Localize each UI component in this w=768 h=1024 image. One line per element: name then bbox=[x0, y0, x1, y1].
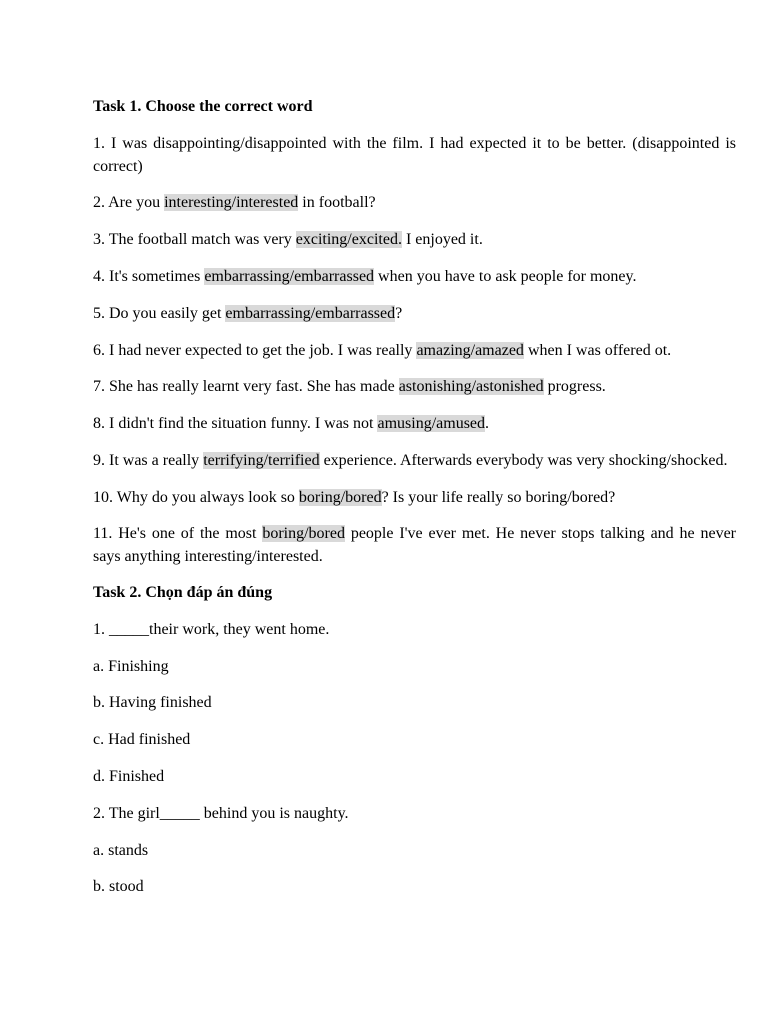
item-text: when I was offered ot. bbox=[523, 342, 672, 359]
task2-q2-option-a: a. stands bbox=[93, 842, 149, 859]
item-text: progress. bbox=[543, 378, 606, 395]
task2-q1-option-c: c. Had finished bbox=[93, 731, 191, 748]
item-text: 1. I was disappointing/disappointed with the film. I had expected it to be better. (disappointed is correct) bbox=[93, 135, 736, 175]
item-text: 5. Do you easily get bbox=[93, 305, 226, 322]
item-text: people I've ever met. He never stops talking and he never says anything interesting/interested. bbox=[93, 525, 736, 565]
highlighted-choice: terrifying/terrified bbox=[203, 452, 320, 469]
item-text: 6. I had never expected to get the job. I was really bbox=[93, 342, 417, 359]
item-text: 8. I didn't find the situation funny. I was not bbox=[93, 415, 378, 432]
item-text: experience. Afterwards everybody was very shocking/shocked. bbox=[319, 452, 728, 469]
task1-item-8 bbox=[93, 412, 736, 435]
item-text: 11. He's one of the most bbox=[93, 525, 263, 542]
item-text: ? bbox=[395, 305, 403, 322]
task2-question-1: 1. _____their work, they went home. bbox=[93, 621, 330, 638]
task1-item-9 bbox=[93, 449, 736, 472]
highlighted-choice: boring/bored bbox=[262, 525, 345, 542]
task2-q1-option-a: a. Finishing bbox=[93, 658, 169, 675]
item-text: . bbox=[485, 415, 490, 432]
highlighted-choice: amazing/amazed bbox=[416, 342, 524, 359]
highlighted-choice: embarrassing/embarrassed bbox=[204, 268, 375, 285]
item-text: 10. Why do you always look so bbox=[93, 489, 299, 506]
highlighted-choice: embarrassing/embarrassed bbox=[225, 305, 396, 322]
task1-heading: Task 1. Choose the correct word bbox=[93, 98, 313, 115]
item-text: 2. Are you bbox=[93, 194, 165, 211]
task1-item-4 bbox=[93, 265, 736, 288]
item-text: in football? bbox=[298, 194, 376, 211]
task2-q1-option-b: b. Having finished bbox=[93, 694, 212, 711]
highlighted-choice: exciting/excited. bbox=[295, 231, 402, 248]
task1-item-11 bbox=[93, 522, 736, 568]
task2-q1-option-d: d. Finished bbox=[93, 768, 165, 785]
highlighted-choice: amusing/amused bbox=[377, 415, 486, 432]
item-text: 9. It was a really bbox=[93, 452, 204, 469]
task2-q2-option-b: b. stood bbox=[93, 878, 144, 895]
task2-heading: Task 2. Chọn đáp án đúng bbox=[93, 584, 273, 601]
highlighted-choice: boring/bored bbox=[298, 489, 382, 506]
task1-item-6 bbox=[93, 339, 736, 362]
item-text: ? Is your life really so boring/bored? bbox=[381, 489, 616, 506]
item-text: when you have to ask people for money. bbox=[374, 268, 637, 285]
item-text: 4. It's sometimes bbox=[93, 268, 205, 285]
task1-item-3 bbox=[93, 228, 736, 251]
task1-item-7 bbox=[93, 375, 736, 398]
task1-item-1 bbox=[93, 132, 736, 178]
item-text: I enjoyed it. bbox=[401, 231, 483, 248]
task1-item-10 bbox=[93, 486, 736, 509]
highlighted-choice: interesting/interested bbox=[164, 194, 299, 211]
item-text: 7. She has really learnt very fast. She has made bbox=[93, 378, 399, 395]
task1-item-2 bbox=[93, 191, 736, 214]
highlighted-choice: astonishing/astonished bbox=[398, 378, 544, 395]
task2-question-2: 2. The girl_____ behind you is naughty. bbox=[93, 805, 349, 822]
task1-item-5 bbox=[93, 302, 736, 325]
item-text: 3. The football match was very bbox=[93, 231, 296, 248]
